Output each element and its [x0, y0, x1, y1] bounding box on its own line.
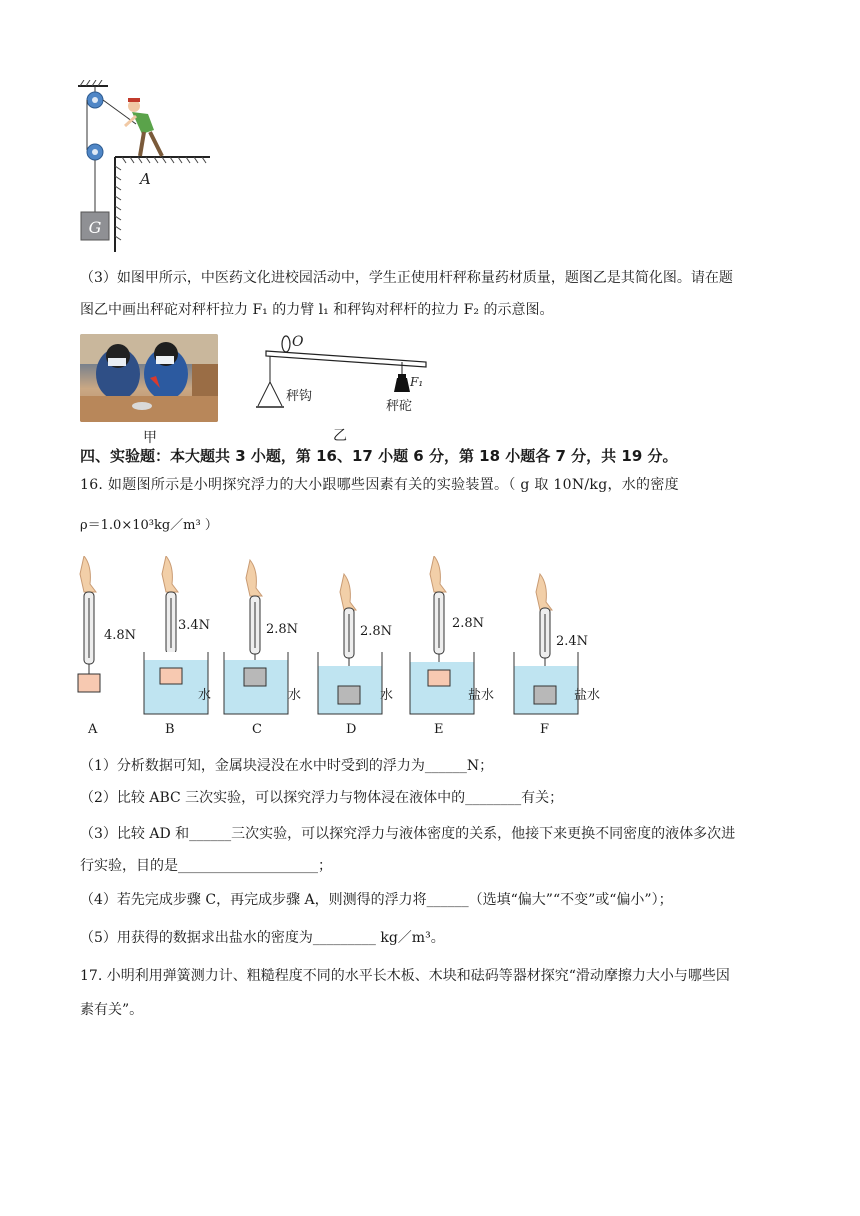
label-d: D — [346, 722, 357, 737]
hook-label: 秤钩 — [286, 389, 313, 404]
weight-label-yi: 秤砣 — [386, 399, 413, 414]
label-b: B — [165, 722, 175, 737]
force-label: F₁ — [410, 375, 424, 389]
section-heading: 四、实验题：本大题共 3 小题，第 16、17 小题 6 分，第 18 小题各 7 分，共 19 分。 — [80, 447, 678, 465]
setup-a — [70, 556, 130, 696]
label-c: C — [252, 722, 262, 737]
steelyard-diagram — [248, 334, 438, 434]
q16-line-1: 16. 如题图所示是小明探究浮力的大小跟哪些因素有关的实验装置。（ g 取 10N/kg，水的密度 — [80, 477, 679, 493]
q16-sub-2: （2）比较 ABC 三次实验，可以探究浮力与物体浸在液体中的________有关； — [80, 790, 564, 806]
reading-c: 2.8N — [266, 622, 299, 637]
liquid-f: 盐水 — [574, 688, 601, 703]
q3-line-1: （3）如图甲所示，中医药文化进校园活动中，学生正使用杆秤称量药材质量，题图乙是其简化图。请在题 — [80, 270, 733, 286]
figure-yi-caption: 乙 — [333, 428, 347, 444]
label-e: E — [434, 722, 444, 737]
q16-sub-5: （5）用获得的数据求出盐水的密度为_________ kg／m³。 — [80, 930, 445, 946]
liquid-e: 盐水 — [468, 688, 495, 703]
liquid-d: 水 — [380, 688, 394, 703]
q3-line-2: 图乙中画出秤砣对秤杆拉力 F₁ 的力臂 l₁ 和秤钩对秤杆的拉力 F₂ 的示意图。 — [80, 302, 554, 318]
weight-label: G — [88, 218, 102, 237]
liquid-c: 水 — [288, 688, 302, 703]
point-a-label: A — [140, 170, 151, 188]
pivot-label: O — [292, 334, 304, 350]
q16-sub-1: （1）分析数据可知，金属块浸没在水中时受到的浮力为______N； — [80, 758, 494, 774]
reading-e: 2.8N — [452, 616, 485, 631]
label-f: F — [540, 722, 550, 737]
reading-a: 4.8N — [104, 628, 137, 643]
q16-sub-3a: （3）比较 AD 和______三次实验，可以探究浮力与液体密度的关系，他接下来更换不同密度的液体多次进 — [80, 826, 736, 842]
q17-line-1: 17. 小明利用弹簧测力计、粗糙程度不同的水平长木板、木块和砝码等器材探究“滑动摩擦力大小与哪些因 — [80, 968, 730, 984]
liquid-b: 水 — [198, 688, 212, 703]
q16-sub-4: （4）若先完成步骤 C，再完成步骤 A，则测得的浮力将______（选填“偏大”“不变”或“偏小”）； — [80, 892, 673, 908]
students-photo — [80, 334, 218, 422]
q16-sub-3b: 行实验，目的是____________________； — [80, 858, 332, 874]
q16-line-2: ρ＝1.0×10³kg／m³ ） — [80, 518, 218, 533]
reading-d: 2.8N — [360, 624, 393, 639]
reading-f: 2.4N — [556, 634, 589, 649]
figure-jia-caption: 甲 — [143, 430, 157, 446]
reading-b: 3.4N — [178, 618, 211, 633]
experiment-figure — [70, 556, 630, 746]
pulley-figure — [70, 80, 220, 258]
q17-line-2: 素有关”。 — [80, 1002, 144, 1018]
label-a: A — [88, 722, 98, 737]
